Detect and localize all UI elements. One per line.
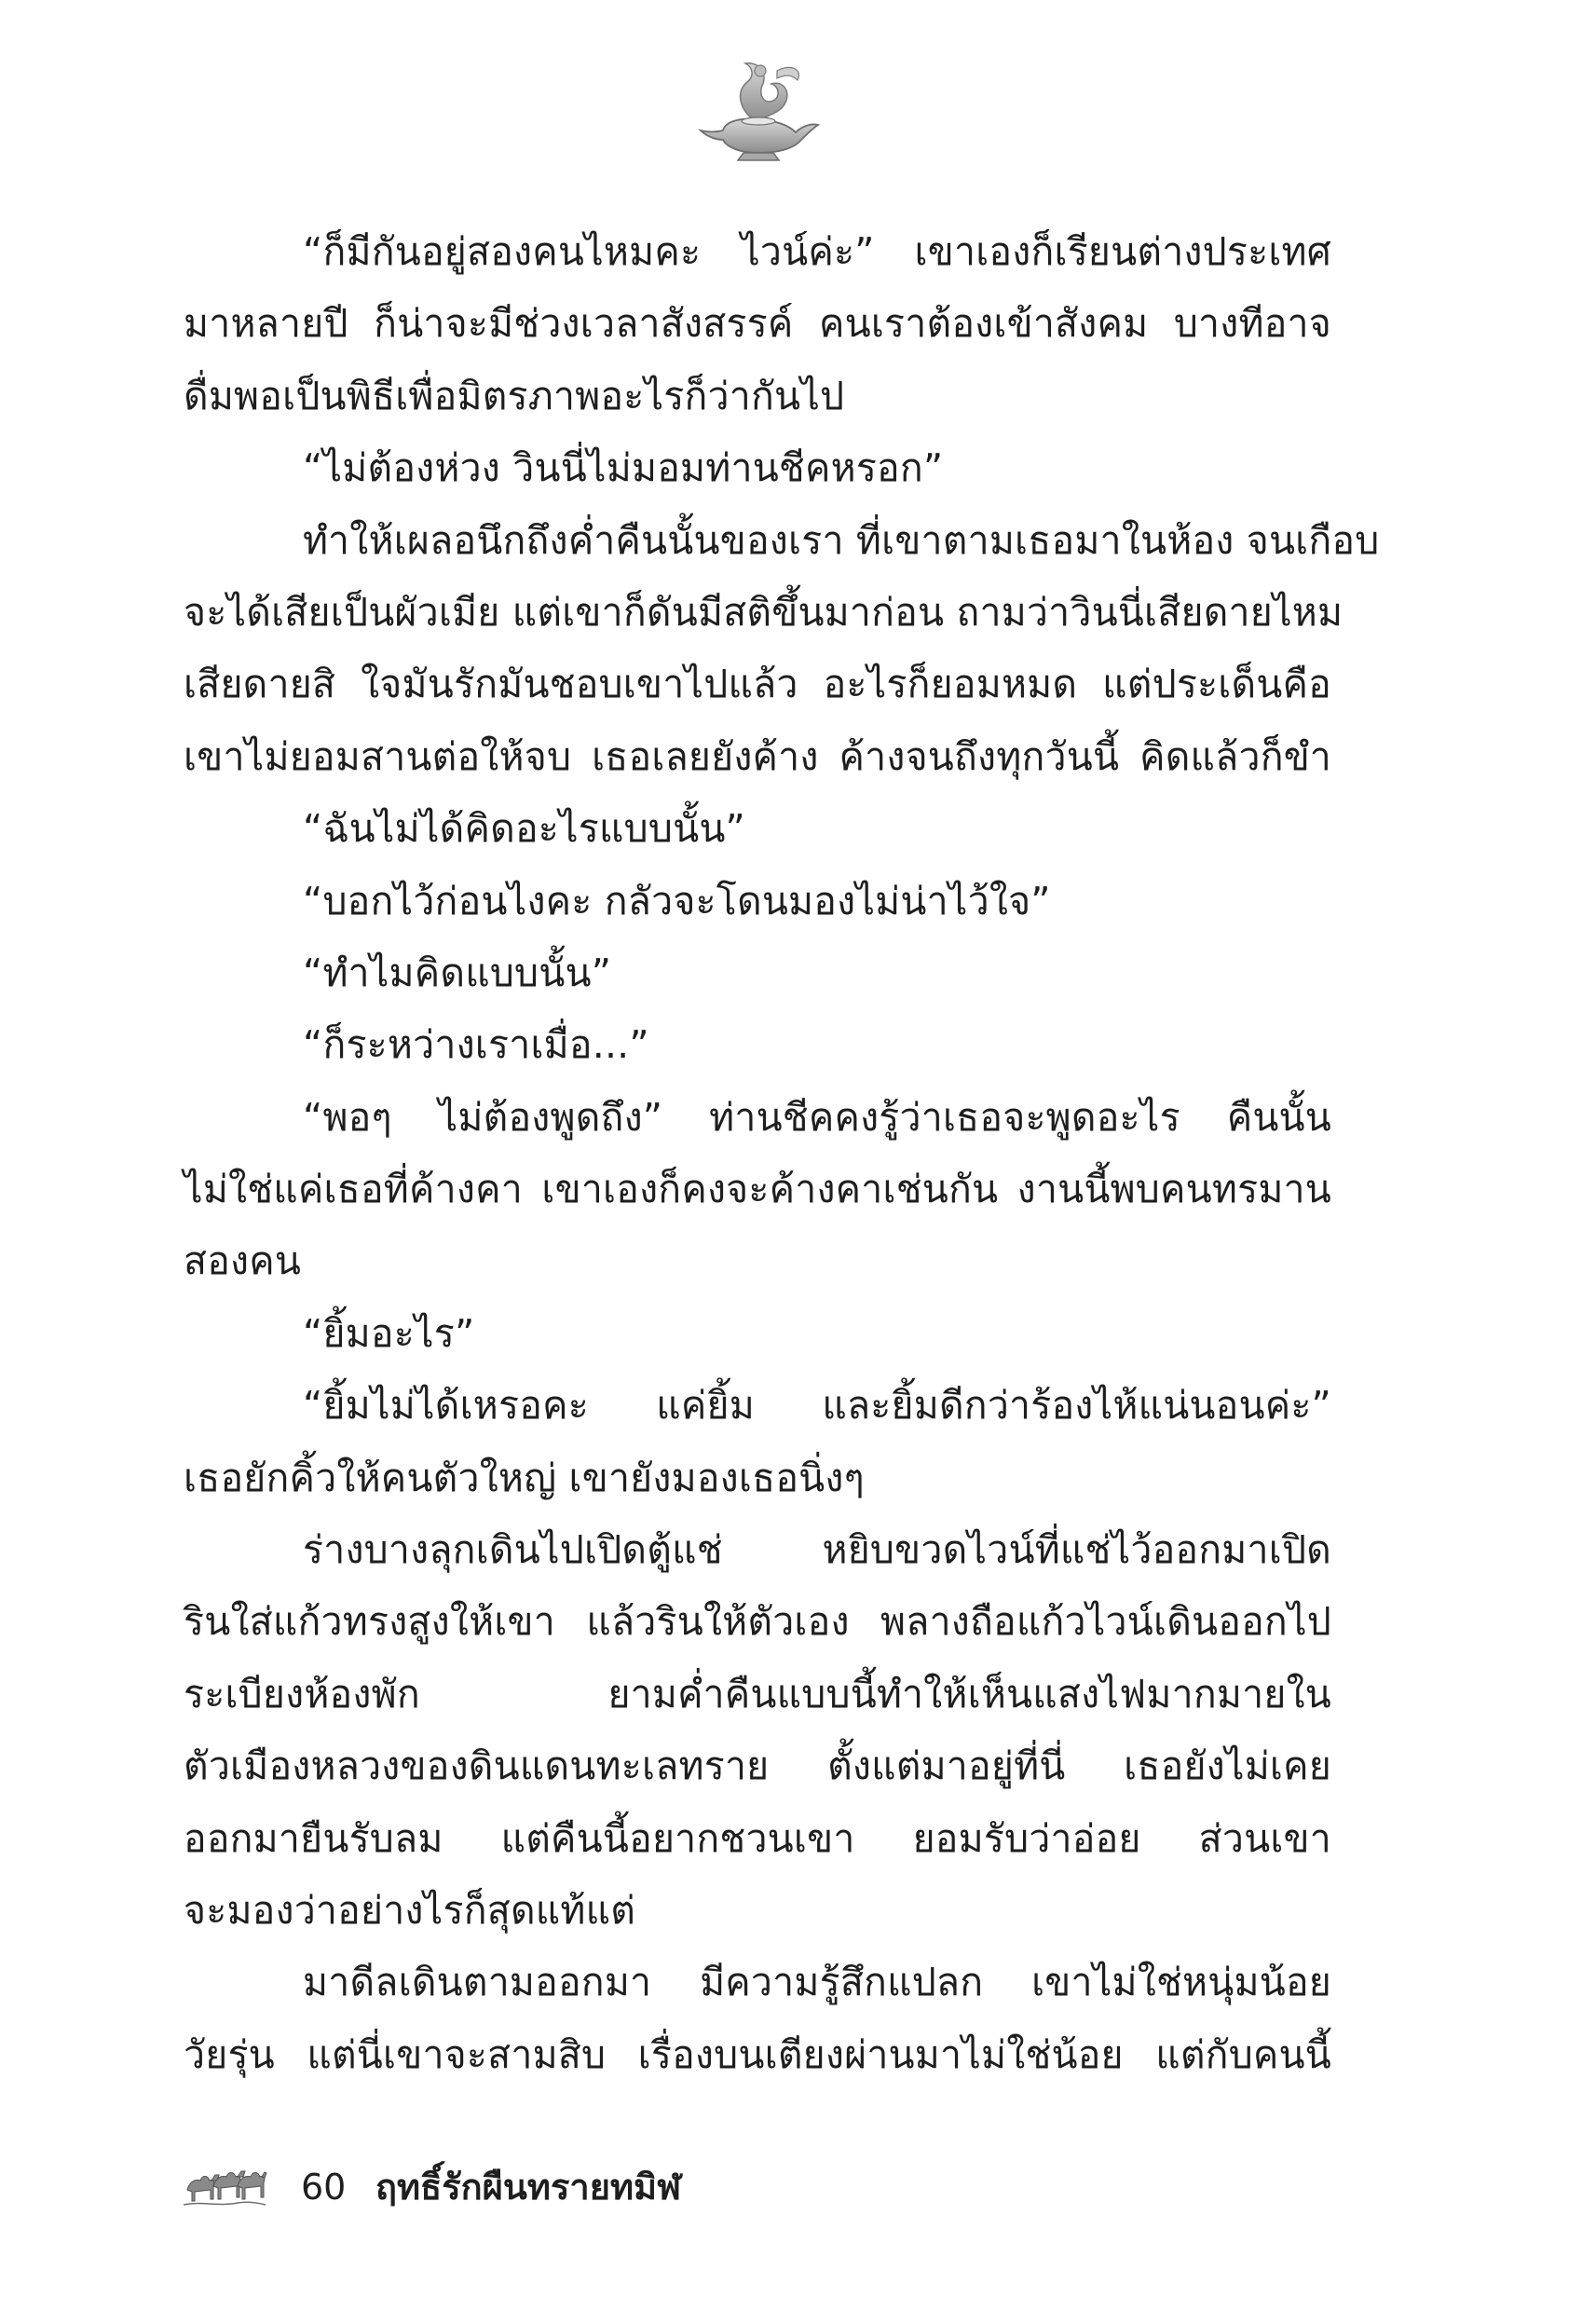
text-line: ดื่มพอเป็นพิธีเพื่อมิตรภาพอะไรก็ว่ากันไป [184,373,845,418]
text-line: ออกมายืนรับลม แต่คืนนี้อยากชวนเขา ยอมรับว่าอ่อย ส่วนเขา [184,1815,1331,1861]
text-line: “ก็ระหว่างเราเมื่อ...” [303,1022,649,1068]
body-text [184,216,1380,2091]
text-line: ทำให้เผลอนึกถึงค่ำคืนนั้นของเรา ที่เขาตามเธอมาในห้อง จนเกือบ [303,517,1380,563]
text-line: เธอยักคิ้วให้คนตัวใหญ่ เขายังมองเธอนิ่งๆ [184,1455,865,1500]
camel-caravan-icon [182,2158,267,2214]
text-line: จะได้เสียเป็นผัวเมีย แต่เขาก็ดันมีสติขึ้นมาก่อน ถามว่าวินนี่เสียดายไหม [184,589,1344,635]
text-line: ตัวเมืองหลวงของดินแดนทะเลทราย ตั้งแต่มาอยู่ที่นี่ เธอยังไม่เคย [184,1744,1331,1789]
text-line: เสียดายสิ ใจมันรักมันชอบเขาไปแล้ว อะไรก็ยอมหมด แต่ประเด็นคือ [184,662,1331,707]
text-line: “บอกไว้ก่อนไงคะ กลัวจะโดนมองไม่น่าไว้ใจ” [303,878,1051,923]
text-line: มาดีลเดินตามออกมา มีความรู้สึกแปลก เขาไม่ใช่หนุ่มน้อย [303,1960,1331,2005]
text-line: “ยิ้มอะไร” [303,1310,475,1356]
text-line: มาหลายปี ก็น่าจะมีช่วงเวลาสังสรรค์ คนเราต้องเข้าสังคม บางทีอาจ [184,301,1331,347]
text-line: สองคน [184,1238,302,1284]
text-line: “พอๆ ไม่ต้องพูดถึง” ท่านชีคคงรู้ว่าเธอจะพูดอะไร คืนนั้น [303,1094,1331,1140]
text-line: “ก็มีกันอยู่สองคนไหมคะ ไวน์ค่ะ” เขาเองก็เรียนต่างประเทศ [303,229,1331,274]
text-line: จะมองว่าอย่างไรก็สุดแท้แต่ [184,1887,636,1933]
text-line: รินใส่แก้วทรงสูงให้เขา แล้วรินให้ตัวเอง พลางถือแก้วไวน์เดินออกไป [184,1599,1331,1645]
text-line: วัยรุ่น แต่นี่เขาจะสามสิบ เรื่องบนเตียงผ่านมาไม่ใช่น้อย แต่กับคนนี้ [184,2031,1331,2077]
text-line: ไม่ใช่แค่เธอที่ค้างคา เขาเองก็คงจะค้างคาเช่นกัน งานนี้พบคนทรมาน [184,1167,1331,1212]
text-line: เขาไม่ยอมสานต่อให้จบ เธอเลยยังค้าง ค้างจนถึงทุกวันนี้ คิดแล้วก็ขำ [184,733,1331,779]
genie-lamp-icon [688,54,827,166]
page-number: 60 [301,2167,347,2208]
text-line: “ฉันไม่ได้คิดอะไรแบบนั้น” [303,806,745,852]
book-title: ฤทธิ์รักผืนทรายทมิฬ [375,2167,682,2208]
text-line: “ยิ้มไม่ได้เหรอคะ แค่ยิ้ม และยิ้มดีกว่าร้องไห้แน่นอนค่ะ” [303,1383,1331,1429]
text-line: ร่างบางลุกเดินไปเปิดตู้แช่ หยิบขวดไวน์ที่แช่ไว้ออกมาเปิด [303,1527,1331,1573]
text-line: “ทำไมคิดแบบนั้น” [303,950,612,995]
text-line: “ไม่ต้องห่วง วินนี่ไม่มอมท่านชีคหรอก” [303,445,944,491]
text-line: ระเบียงห้องพัก ยามค่ำคืนแบบนี้ทำให้เห็นแสงไฟมากมายใน [184,1671,1331,1716]
page-footer [182,2158,1020,2223]
